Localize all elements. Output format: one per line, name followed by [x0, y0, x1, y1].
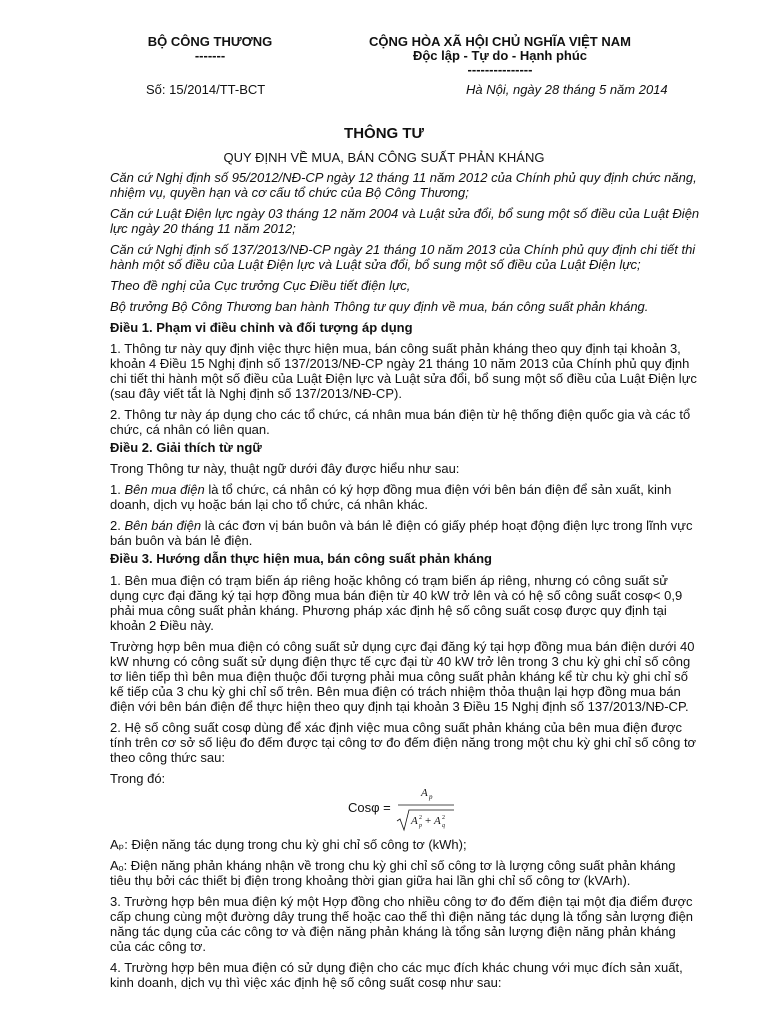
country-block — [345, 35, 655, 77]
ministry-block — [110, 35, 310, 63]
definition-aq: Aₒ: Điện năng phản kháng nhận về trong chu kỳ ghi chỉ số công tơ là lượng công suất phản kháng tiêu thụ bởi các thiết bị điện trong khoảng thời gian giữa hai lần ghi chỉ số công tơ (kVArh). — [110, 858, 676, 888]
svg-text:A: A — [411, 815, 418, 827]
paragraph: 2. Hệ số công suất cosφ dùng để xác định việc mua công suất phản kháng của bên mua điện được tính trên cơ sở số liệu đo đếm được tại công tơ đo đếm điện năng trong một chu kỳ ghi chỉ số công tơ theo công thức sau: — [110, 720, 697, 765]
paragraph: 1. Bên mua điện có trạm biến áp riêng hoặc không có trạm biến áp riêng, nhưng có công suất sử dụng cực đại đăng ký tại hợp đồng mua bán điện từ 40 kW trở lên và có hệ số công suất cosφ< 0,9 phải mua công suất phản kháng. Phương pháp xác định hệ số công suất cosφ được quy định tại khoản 2 Điều này. — [110, 573, 683, 633]
definition-term: Bên bán điện — [124, 518, 202, 533]
svg-text:+: + — [425, 815, 432, 827]
document-subtitle: QUY ĐỊNH VỀ MUA, BÁN CÔNG SUẤT PHẢN KHÁNG — [223, 150, 545, 165]
article-3-body — [110, 573, 700, 786]
preamble-item: Căn cứ Nghị định số 95/2012/NĐ-CP ngày 12 tháng 11 năm 2012 của Chính phủ quy định chức năng, nhiệm vụ, quyền hạn và cơ cấu tổ chức của Bộ Công Thương; — [110, 170, 697, 200]
ministry-name: BỘ CÔNG THƯƠNG — [147, 34, 273, 49]
preamble-item: Căn cứ Nghị định số 137/2013/NĐ-CP ngày 21 tháng 10 năm 2013 của Chính phủ quy định chi tiết thi hành một số điều của Luật Điện lực và Luật sửa đổi, bổ sung một số điều của Luật Điện lực; — [110, 242, 696, 272]
svg-text:p: p — [419, 823, 422, 829]
motto: Độc lập - Tự do - Hạnh phúc — [412, 48, 588, 63]
paragraph: 3. Trường hợp bên mua điện ký một Hợp đồng cho nhiều công tơ đo đếm điện tại một địa điểm được cấp chung cùng một đường dây trung thế hoặc cao thế thì điện năng tác dụng là tổng sản lượng điện năng tác dụng của các công tơ và điện năng phản kháng là tổng sản lượng điện năng phản kháng của các công tơ. — [110, 894, 694, 954]
formula-definitions — [110, 837, 700, 990]
article-2-body — [110, 461, 700, 548]
definition-2 — [110, 518, 700, 548]
svg-text:A: A — [421, 787, 428, 799]
definition-text: là các đơn vị bán buôn và bán lẻ điện có giấy phép hoạt động điện lực trong lĩnh vực bán buôn và bán lẻ điện. — [110, 518, 693, 548]
definition-text: là tổ chức, cá nhân có ký hợp đồng mua điện với bên bán điện để sản xuất, kinh doanh, dịch vụ hoặc bán lại cho tổ chức, cá nhân khác. — [110, 482, 672, 512]
document-date: Hà Nội, ngày 28 tháng 5 năm 2014 — [466, 82, 668, 97]
preamble-item: Theo đề nghị của Cục trưởng Cục Điều tiết điện lực, — [110, 278, 411, 293]
definition-ap: Aₚ: Điện năng tác dụng trong chu kỳ ghi chỉ số công tơ (kWh); — [110, 837, 467, 852]
svg-text:A: A — [434, 815, 441, 827]
paragraph: 4. Trường hợp bên mua điện có sử dụng điện cho các mục đích khác chung với mục đích sản xuất, kinh doanh, dịch vụ thì việc xác định hệ số công suất cosφ như sau: — [110, 960, 683, 990]
document-number: Số: 15/2014/TT-BCT — [146, 82, 266, 97]
definition-number: 1. — [110, 482, 125, 497]
svg-text:2: 2 — [419, 815, 422, 821]
article-3-heading: Điều 3. Hướng dẫn thực hiện mua, bán công suất phản kháng — [110, 551, 492, 566]
definition-number: 2. — [110, 518, 125, 533]
article-1-body — [110, 341, 700, 437]
preamble-item: Bộ trưởng Bộ Công Thương ban hành Thông tư quy định về mua, bán công suất phản kháng. — [110, 299, 649, 314]
paragraph: 2. Thông tư này áp dụng cho các tổ chức, cá nhân mua bán điện từ hệ thống điện quốc gia và các tổ chức, cá nhân có liên quan. — [110, 407, 691, 437]
definition-1 — [110, 482, 700, 512]
formula-lhs: Cosφ = — [348, 800, 391, 815]
document-title: THÔNG TƯ — [344, 125, 424, 142]
article-1-heading: Điều 1. Phạm vi điều chỉnh và đối tượng áp dụng — [110, 320, 413, 335]
svg-text:p: p — [429, 793, 433, 801]
paragraph: Trong Thông tư này, thuật ngữ dưới đây được hiểu như sau: — [110, 461, 460, 476]
definition-term: Bên mua điện — [124, 482, 205, 497]
paragraph: Trong đó: — [110, 771, 166, 786]
preamble — [110, 170, 700, 314]
ministry-divider: ------- — [194, 48, 226, 63]
svg-text:2: 2 — [442, 815, 445, 821]
cos-phi-formula — [394, 784, 458, 836]
paragraph: 1. Thông tư này quy định việc thực hiện mua, bán công suất phản kháng theo quy định tại khoản 3, khoản 4 Điều 15 Nghị định số 137/2013/NĐ-CP ngày 21 tháng 10 năm 2013 của Chính phủ quy định chi tiết thi hành một số điều của Luật Điện lực và Luật sửa đổi, bổ sung một số điều của Luật Điện lực (sau đây viết tắt là Nghị định số 137/2013/NĐ-CP). — [110, 341, 697, 401]
svg-text:q: q — [442, 823, 445, 829]
country-name: CỘNG HÒA XÃ HỘI CHỦ NGHĨA VIỆT NAM — [369, 34, 631, 49]
article-2-heading: Điều 2. Giải thích từ ngữ — [110, 440, 262, 455]
paragraph: Trường hợp bên mua điện có công suất sử dụng cực đại đăng ký tại hợp đồng mua bán điện dưới 40 kW nhưng có công suất sử dụng điện thực tế cực đại từ 40 kW trở lên trong 3 chu kỳ ghi chỉ số công tơ liên tiếp thì bên mua điện thuộc đối tượng phải mua công suất phản kháng kể từ chu kỳ ghi chỉ số kế tiếp của 3 chu kỳ ghi chỉ số trên. Bên mua điện có trách nhiệm thỏa thuận lại hợp đồng mua bán điện với bên bán điện để thực hiện theo quy định tại khoản 3 Điều 15 Nghị định số 137/2013/NĐ-CP. — [110, 639, 695, 714]
motto-divider: --------------- — [467, 62, 533, 77]
preamble-item: Căn cứ Luật Điện lực ngày 03 tháng 12 năm 2004 và Luật sửa đổi, bổ sung một số điều của Luật Điện lực ngày 20 tháng 11 năm 2012; — [110, 206, 700, 236]
